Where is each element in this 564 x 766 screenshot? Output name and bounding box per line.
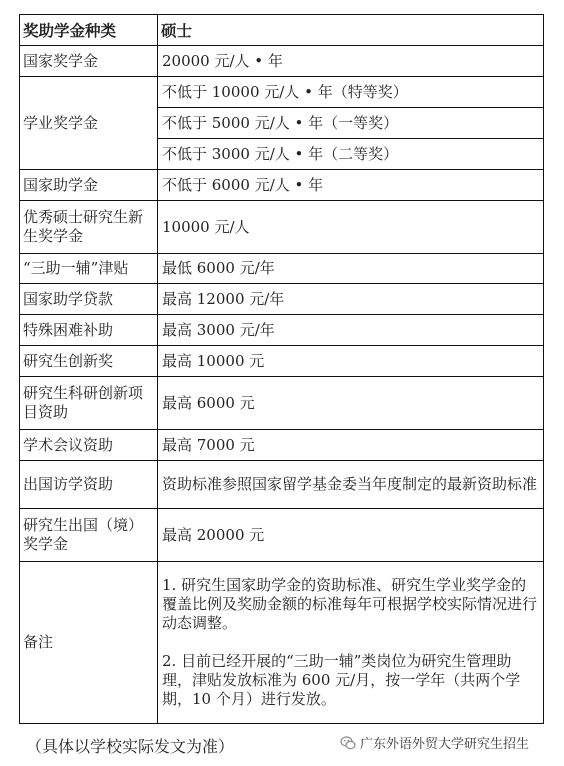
row-name: 学术会议资助 xyxy=(20,430,158,461)
row-name: 国家助学贷款 xyxy=(20,284,158,315)
row-value: 最低 6000 元/年 xyxy=(158,254,544,284)
row-value: 最高 10000 元 xyxy=(158,346,544,377)
row-name: 出国访学资助 xyxy=(20,461,158,509)
table-row xyxy=(20,346,544,377)
row-value: 不低于 10000 元/人 • 年（特等奖） xyxy=(158,77,544,108)
brand-watermark xyxy=(340,733,529,752)
row-name: 研究生科研创新项目资助 xyxy=(20,377,158,430)
note-spacer xyxy=(162,633,540,652)
wechat-icon xyxy=(340,735,356,751)
row-value: 资助标准参照国家留学基金委当年度制定的最新资助标准 xyxy=(158,461,544,509)
footer-note: （具体以学校实际发文为准） xyxy=(26,737,235,756)
table-header-row xyxy=(20,15,544,46)
note-item: 2. 目前已经开展的“三助一辅”类岗位为研究生管理助理，津贴发放标准为 600 元/月，按一学年（共两个学期，10 个月）进行发放。 xyxy=(162,652,521,708)
row-value: 最高 3000 元/年 xyxy=(158,315,544,346)
table-row xyxy=(20,170,544,201)
table-row xyxy=(20,77,544,108)
row-name: 国家助学金 xyxy=(20,170,158,201)
brand-text: 广东外语外贸大学研究生招生 xyxy=(360,737,530,752)
row-value: 不低于 6000 元/人 • 年 xyxy=(158,170,544,201)
table-row xyxy=(20,509,544,562)
notes-label: 备注 xyxy=(20,562,158,724)
row-name: “三助一辅”津贴 xyxy=(20,254,158,284)
row-value: 最高 20000 元 xyxy=(158,509,544,562)
row-value: 最高 6000 元 xyxy=(158,377,544,430)
table-row xyxy=(20,46,544,77)
row-value: 不低于 3000 元/人 • 年（二等奖） xyxy=(158,139,544,170)
notes-content xyxy=(158,562,544,724)
table-row xyxy=(20,461,544,509)
table-row xyxy=(20,430,544,461)
row-name: 学业奖学金 xyxy=(20,77,158,170)
row-name: 国家奖学金 xyxy=(20,46,158,77)
table-row xyxy=(20,201,544,254)
row-name: 研究生出国（境）奖学金 xyxy=(20,509,158,562)
row-value: 20000 元/人 • 年 xyxy=(158,46,544,77)
note-item: 1. 研究生国家助学金的资助标准、研究生学业奖学金的覆盖比例及奖励金额的标准每年可根据学校实际情况进行动态调整。 xyxy=(162,576,538,632)
table-row xyxy=(20,284,544,315)
row-value: 最高 12000 元/年 xyxy=(158,284,544,315)
row-value: 最高 7000 元 xyxy=(158,430,544,461)
row-name: 特殊困难补助 xyxy=(20,315,158,346)
table-row xyxy=(20,377,544,430)
row-value: 不低于 5000 元/人 • 年（一等奖） xyxy=(158,108,544,139)
table-row xyxy=(20,254,544,284)
row-name: 研究生创新奖 xyxy=(20,346,158,377)
header-master: 硕士 xyxy=(158,15,544,46)
row-name: 优秀硕士研究生新生奖学金 xyxy=(20,201,158,254)
scholarship-table xyxy=(19,14,544,724)
table-row xyxy=(20,315,544,346)
notes-row xyxy=(20,562,544,724)
row-value: 10000 元/人 xyxy=(158,201,544,254)
header-type: 奖助学金种类 xyxy=(20,15,158,46)
